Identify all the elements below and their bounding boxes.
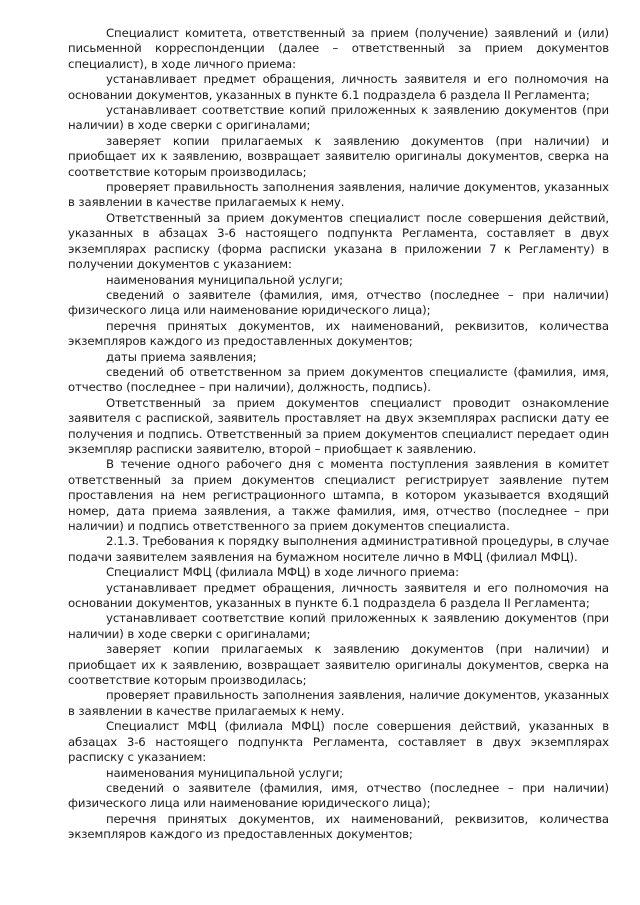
paragraph: перечня принятых документов, их наименований, реквизитов, количества экземпляров каждого из предоставленных документов; [68, 318, 609, 349]
paragraph: Ответственный за прием документов специалист проводит ознакомление заявителя с распиской, заявитель проставляет на двух экземплярах расписки дату ее получения и подпись. Ответственный за прием документов специалист передает один экземпляр расписки заявителю, второй – приобщает к заявлению. [68, 395, 609, 456]
paragraph: проверяет правильность заполнения заявления, наличие документов, указанных в заявлении в качестве прилагаемых к нему. [68, 180, 609, 210]
paragraph: заверяет копии прилагаемых к заявлению документов (при наличии) и приобщает их к заявлению, возвращает заявителю оригиналы документов, сверка на соответствие которым производилась; [68, 642, 609, 688]
paragraph: устанавливает соответствие копий приложенных к заявлению документов (при наличии) в ходе сверки с оригиналами; [68, 103, 609, 133]
paragraph: устанавливает соответствие копий приложенных к заявлению документов (при наличии) в ходе сверки с оригиналами; [68, 611, 609, 641]
paragraph: проверяет правильность заполнения заявления, наличие документов, указанных в заявлении в качестве прилагаемых к нему. [68, 688, 609, 718]
paragraph: заверяет копии прилагаемых к заявлению документов (при наличии) и приобщает их к заявлению, возвращает заявителю оригиналы документов, сверка на соответствие которым производилась; [68, 133, 609, 179]
paragraph: Ответственный за прием документов специалист после совершения действий, указанных в абзацах 3-6 настоящего подпункта Регламента, составляет в двух экземплярах расписку (форма расписки указана в приложении 7 к Регламенту) в получении документов с указанием: [68, 210, 609, 272]
paragraph: сведений о заявителе (фамилия, имя, отчество (последнее – при наличии) физического лица или наименование юридического лица); [68, 780, 609, 811]
paragraph: даты приема заявления; [106, 349, 257, 364]
paragraph: Специалист МФЦ (филиала МФЦ) в ходе личного приема: [106, 565, 459, 580]
paragraph: В течение одного рабочего дня с момента поступления заявления в комитет ответственный за прием документов специалист регистрирует заявление путем проставления на нем регистрационного штампа, в котором указывается входящий номер, дата приема заявления, а также фамилия, имя, отчество (последнее – при наличии) и подпись ответственного за прием документов специалиста. [68, 457, 609, 533]
paragraph: 2.1.3. Требования к порядку выполнения административной процедуры, в случае подачи заявителем заявления на бумажном носителе лично в МФЦ (филиал МФЦ). [68, 534, 609, 564]
paragraph: устанавливает предмет обращения, личность заявителя и его полномочия на основании документов, указанных в пункте 6.1 подраздела 6 раздела II Регламента; [68, 580, 609, 611]
paragraph: устанавливает предмет обращения, личность заявителя и его полномочия на основании документов, указанных в пункте 6.1 подраздела 6 раздела II Регламента; [68, 72, 609, 102]
paragraph: Специалист комитета, ответственный за прием (получение) заявлений и (или) письменной корреспонденции (далее – ответственный за прием документов специалист), в ходе личного приема: [68, 26, 609, 71]
paragraph: перечня принятых документов, их наименований, реквизитов, количества экземпляров каждого из предоставленных документов; [68, 811, 609, 842]
paragraph: сведений о заявителе (фамилия, имя, отчество (последнее – при наличии) физического лица или наименование юридического лица); [68, 287, 609, 318]
paragraph: сведений об ответственном за прием документов специалисте (фамилия, имя, отчество (последнее – при наличии), должность, подпись). [68, 364, 609, 395]
paragraph: наименования муниципальной услуги; [106, 272, 344, 287]
document-page [68, 26, 609, 843]
paragraph: наименования муниципальной услуги; [106, 765, 344, 780]
paragraph: Специалист МФЦ (филиала МФЦ) после совершения действий, указанных в абзацах 3-6 настоящего подпункта Регламента, составляет в двух экземплярах расписку с указанием: [68, 719, 609, 765]
